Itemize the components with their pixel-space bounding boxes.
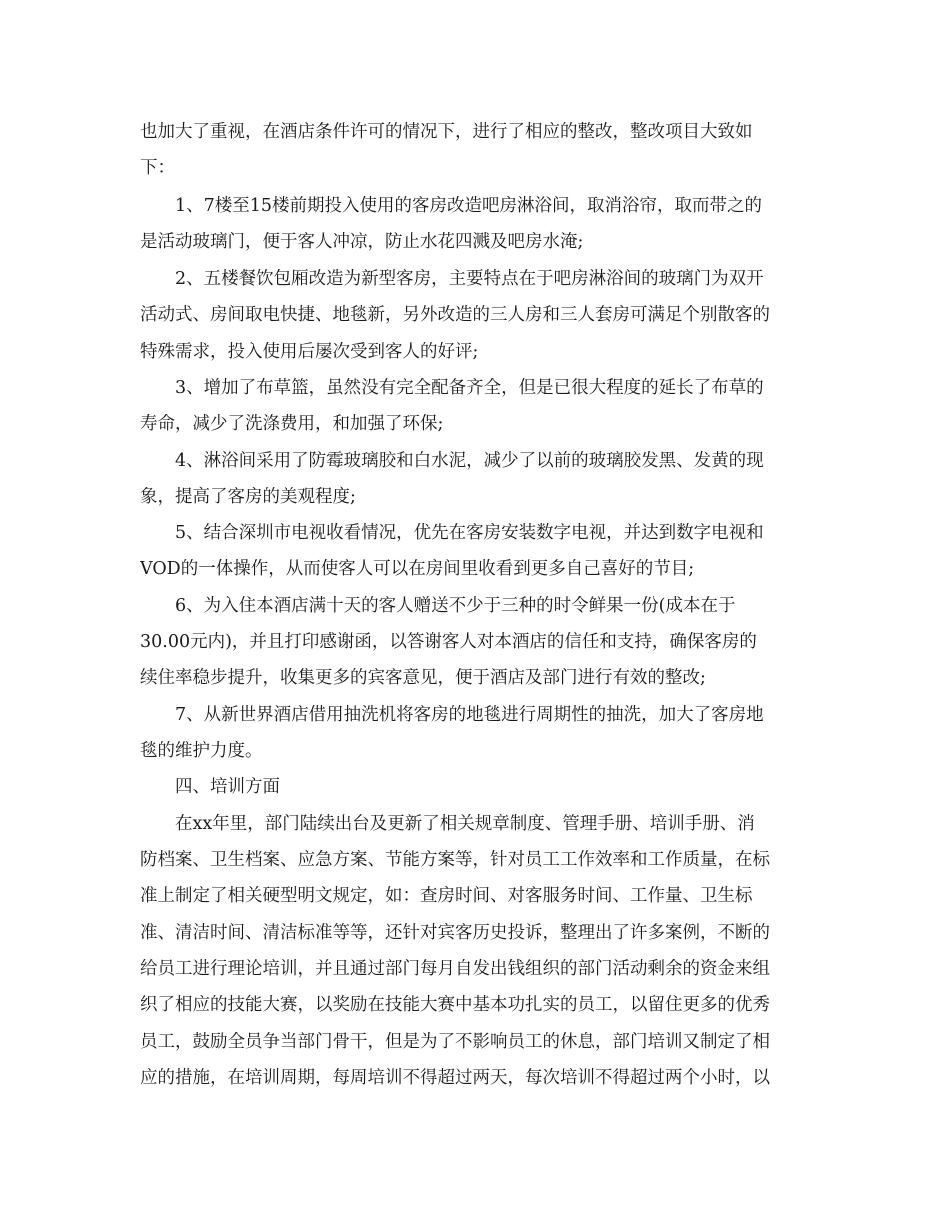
text-line: 1、7楼至15楼前期投入使用的客房改造吧房淋浴间，取消浴帘，取而带之的 <box>175 196 763 216</box>
text-line: 寿命，减少了洗涤费用，和加强了环保; <box>140 414 444 434</box>
text-line: 在xx年里，部门陆续出台及更新了相关规章制度、管理手册、培训手册、消 <box>175 814 755 834</box>
text-line: 3、增加了布草篮，虽然没有完全配备齐全，但是已很大程度的延长了布草的 <box>175 378 764 398</box>
text-line: VOD的一体操作，从而使客人可以在房间里收看到更多自己喜好的节目; <box>140 559 695 579</box>
text-line: 也加大了重视，在酒店条件许可的情况下，进行了相应的整改，整改项目大致如 <box>140 122 753 142</box>
text-line: 活动式、房间取电快捷、地毯新，另外改造的三人房和三人套房可满足个别散客的 <box>140 305 770 325</box>
text-line: 准上制定了相关硬型明文规定，如：查房时间、对客服务时间、工作量、卫生标 <box>140 886 753 906</box>
text-line: 象，提高了客房的美观程度; <box>140 487 356 507</box>
text-line: 员工，鼓励全员争当部门骨干，但是为了不影响员工的休息，部门培训又制定了相 <box>140 1032 770 1052</box>
text-line: 2、五楼餐饮包厢改造为新型客房，主要特点在于吧房淋浴间的玻璃门为双开 <box>175 269 764 289</box>
text-line: 是活动玻璃门，便于客人冲凉，防止水花四溅及吧房水淹; <box>140 232 584 252</box>
text-line: 防档案、卫生档案、应急方案、节能方案等，针对员工工作效率和工作质量，在标 <box>140 850 770 870</box>
text-line: 织了相应的技能大赛，以奖励在技能大赛中基本功扎实的员工，以留住更多的优秀 <box>140 995 770 1015</box>
text-line: 准、清洁时间、清洁标准等等，还针对宾客历史投诉，整理出了许多案例，不断的 <box>140 923 770 943</box>
text-line: 6、为入住本酒店满十天的客人赠送不少于三种的时令鲜果一份(成本在于 <box>175 596 736 616</box>
text-line: 30.00元内)，并且打印感谢函，以答谢客人对本酒店的信任和支持，确保客房的 <box>140 632 757 652</box>
text-line: 给员工进行理论培训，并且通过部门每月自发出钱组织的部门活动剩余的资金来组 <box>140 959 770 979</box>
text-line: 下： <box>140 158 175 178</box>
text-line: 5、结合深圳市电视收看情况，优先在客房安装数字电视，并达到数字电视和 <box>175 523 764 543</box>
text-line: 续住率稳步提升，收集更多的宾客意见，便于酒店及部门进行有效的整改; <box>140 668 706 688</box>
text-line: 应的措施，在培训周期，每周培训不得超过两天，每次培训不得超过两个小时，以 <box>140 1068 770 1088</box>
text-line: 4、淋浴间采用了防霉玻璃胶和白水泥，减少了以前的玻璃胶发黑、发黄的现 <box>175 451 764 471</box>
text-line: 毯的维护力度。 <box>140 741 263 761</box>
text-line: 特殊需求，投入使用后屡次受到客人的好评; <box>140 342 479 362</box>
section-heading: 四、培训方面 <box>175 777 280 797</box>
text-line: 7、从新世界酒店借用抽洗机将客房的地毯进行周期性的抽洗，加大了客房地 <box>175 705 764 725</box>
